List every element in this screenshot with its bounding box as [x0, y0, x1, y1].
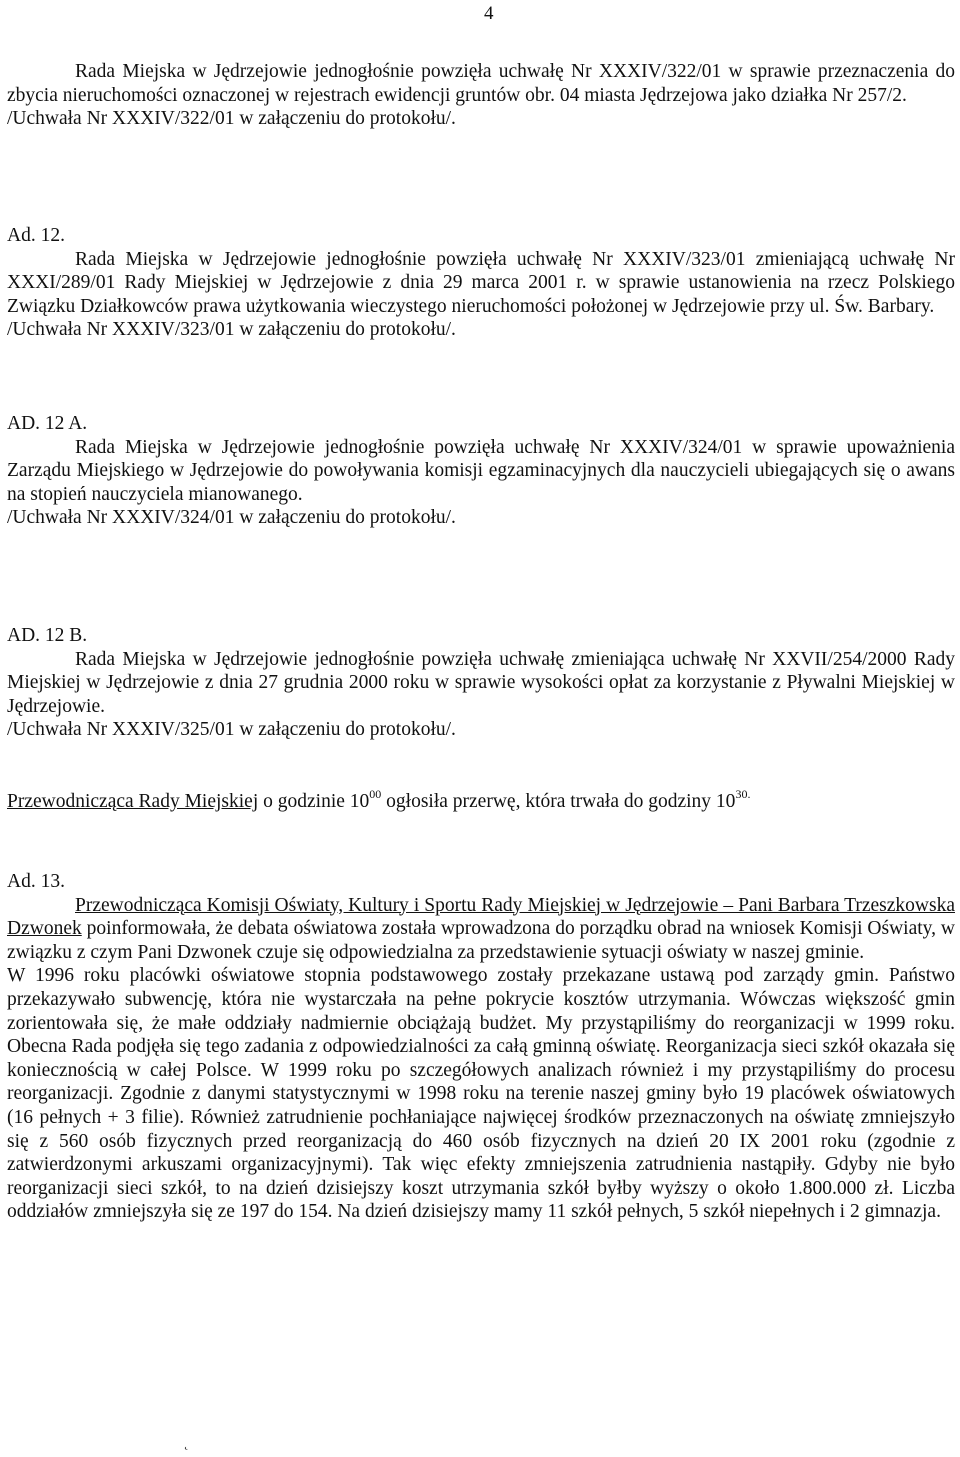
section-ad12a — [7, 412, 955, 530]
page-number: 4 — [484, 3, 494, 24]
section-ad12 — [7, 224, 955, 342]
ad13-speaker: Przewodnicząca Komisji Oświaty, Kultury i Sportu Rady Miejskiej w Jędrzejowie – Pani Barbara Trzeszkowska Dzwonek — [7, 894, 955, 940]
break-text-part2: ogłosiła przerwę, która trwała do godziny 10 — [381, 791, 736, 812]
intro-text: Rada Miejska w Jędrzejowie jednogłośnie powzięła uchwałę Nr XXXIV/322/01 w sprawie przeznaczenia do zbycia nieruchomości oznaczonej w rejestrach ewidencji gruntów obr. 04 miasta Jędrzejowa jako działka Nr 257/2. — [7, 61, 955, 106]
break-time-start-sup: 00 — [369, 786, 382, 801]
intro-reference: /Uchwała Nr XXXIV/322/01 w załączeniu do protokołu/. — [7, 108, 456, 130]
ad13-intro — [7, 894, 955, 965]
ad12b-reference: /Uchwała Nr XXXIV/325/01 w załączeniu do protokołu/. — [7, 719, 456, 741]
footer-mark: ˛ — [184, 1436, 189, 1451]
break-time-end-sup: 30. — [735, 786, 751, 801]
section-intro — [7, 60, 955, 131]
ad13-paragraph: W 1996 roku placówki oświatowe stopnia podstawowego zostały przekazane ustawą pod zarządy gmin. Państwo przekazywało subwencję, która nie wystarczała na pełne pokrycie kosztów utrzymania. Wówczas większość gmin zorientowała się, że małe oddziały nadmiernie obciążają budżet. My przystąpiliśmy do reorganizacji w 1999 roku. Obecna Rada podjęła się tego zadania z odpowiedzialności za całą gminną oświatę. Reorganizacja sieci szkół okazała się koniecznością w całej Polsce. W 1999 roku po szczegółowych analizach również i my przystąpiliśmy do procesu reorganizacji. Zgodnie z danymi statystycznymi w 1998 roku na terenie naszej gminy było 19 placówek oświatowych (16 pełnych + 3 filie). Również zatrudnienie pochłaniające najwięcej środków przeznaczonych na oświatę zmniejszyło się z 560 osób fizycznych przed reorganizacją do 460 osób fizycznych na dzień 20 IX 2001 roku (zgodnie z zatwierdzonymi arkuszami organizacyjnymi). Tak więc efekty zmniejszenia zatrudnienia nastąpiły. Gdyby nie było reorganizacji sieci szkół, to na dzień dzisiejszy koszt utrzymania szkół byłby wyższy o około 1.800.000 zł. Liczba oddziałów zmniejszyła się ze 197 do 154. Na dzień dzisiejszy mamy 11 szkół pełnych, 5 szkół niepełnych i 2 gimnazja. — [7, 965, 955, 1223]
ad13-intro-text: poinformowała, że debata oświatowa została wprowadzona do porządku obrad na wniosek Komisji Oświaty, w związku z czym Pani Dzwonek czuje się odpowiedzialna za przedstawienie sytuacji oświaty w naszej gminie. — [7, 918, 955, 963]
ad12a-reference: /Uchwała Nr XXXIV/324/01 w załączeniu do protokołu/. — [7, 507, 456, 529]
break-text-part1: o godzinie 10 — [258, 791, 370, 812]
break-text — [7, 786, 955, 814]
ad12-heading: Ad. 12. — [7, 225, 65, 246]
ad12a-text: Rada Miejska w Jędrzejowie jednogłośnie powzięła uchwałę Nr XXXIV/324/01 w sprawie upoważnienia Zarządu Miejskiego w Jędrzejowie do powoływania komisji egzaminacyjnych dla nauczycieli ubiegających się o awans na stopień nauczyciela mianowanego. — [7, 436, 955, 505]
break-speaker: Przewodnicząca Rady Miejskiej — [7, 791, 259, 812]
ad12b-heading: AD. 12 B. — [7, 625, 88, 646]
ad12b-text: Rada Miejska w Jędrzejowie jednogłośnie powzięła uchwałę zmieniająca uchwałę Nr XXVII/254/2000 Rady Miejskiej w Jędrzejowie z dnia 27 grudnia 2000 roku w sprawie wysokości opłat za korzystanie z Pływalni Miejskiej w Jędrzejowie. — [7, 648, 955, 717]
ad12-reference: /Uchwała Nr XXXIV/323/01 w załączeniu do protokołu/. — [7, 319, 456, 341]
ad13-heading: Ad. 13. — [7, 871, 65, 892]
section-ad13 — [7, 870, 955, 1224]
section-ad12b — [7, 624, 955, 742]
section-break — [7, 786, 955, 814]
ad12a-heading: AD. 12 A. — [7, 413, 88, 434]
ad12-text: Rada Miejska w Jędrzejowie jednogłośnie powzięła uchwałę Nr XXXIV/323/01 zmieniającą uchwałę Nr XXXI/289/01 Rady Miejskiej w Jędrzejowie z dnia 29 marca 2001 r. w sprawie ustanowienia na rzecz Polskiego Związku Działkowców prawa użytkowania wieczystego nieruchomości położonej w Jędrzejowie przy ul. Św. Barbary. — [7, 248, 955, 317]
